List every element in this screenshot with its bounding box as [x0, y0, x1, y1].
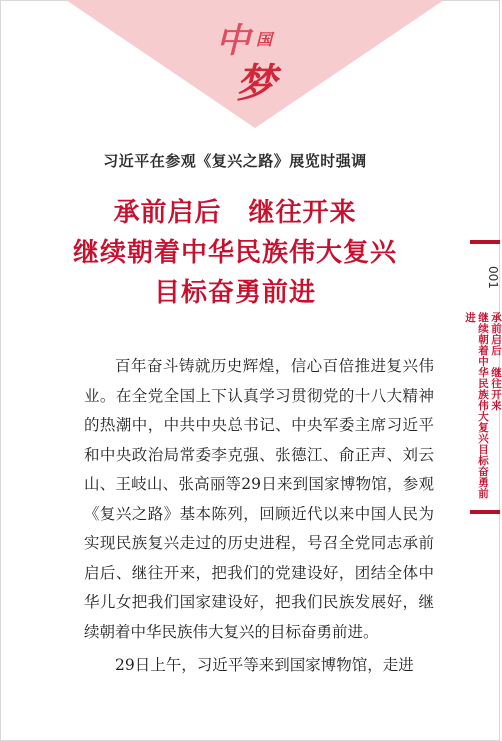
- article-title: [0, 193, 470, 313]
- article-body: [84, 352, 434, 685]
- side-tab-label-line-1: 承前启后 继往开来: [490, 312, 502, 411]
- side-tab-bottom-bar: [470, 510, 500, 514]
- title-line-3: 目标奋勇前进: [153, 278, 316, 308]
- side-tab-top-bar: [470, 240, 500, 244]
- article-subtitle: 习近平在参观《复兴之路》展览时强调: [103, 152, 367, 170]
- page-number: 001: [486, 266, 500, 289]
- emblem-char-zhong: 中: [216, 21, 250, 61]
- side-tab-chapter-label: [466, 312, 502, 502]
- chapter-side-tab: [460, 240, 500, 540]
- body-paragraph-2: 29日上午，习近平等来到国家博物馆，走进: [115, 656, 414, 674]
- china-dream-emblem: [206, 14, 302, 114]
- body-paragraph-1: 百年奋斗铸就历史辉煌，信心百倍推进复兴伟业。在全党全国上下认真学习贯彻党的十八大精神的热潮中，中共中央总书记、中央军委主席习近平和中央政治局常委李克强、张德江、俞正声、刘云山、王岐山、张高丽等29日来到国家博物馆，参观《复兴之路》基本陈列，回顾近代以来中国人民为实现民族复兴走过的历史进程，号召全党同志承前启后、继往开来，把我们的党建设好，团结全体中华儿女把我们国家建设好，把我们民族发展好，继续朝着中华民族伟大复兴的目标奋勇前进。: [84, 357, 434, 641]
- emblem-char-guo: 国: [256, 30, 273, 49]
- title-line-1: 承前启后 继往开来: [113, 198, 357, 228]
- title-line-2: 继续朝着中华民族伟大复兴: [72, 238, 397, 268]
- side-tab-label-line-2: 继续朝着中华民族伟大复兴目标奋勇前进: [464, 312, 489, 499]
- emblem-char-meng: 梦: [236, 60, 276, 107]
